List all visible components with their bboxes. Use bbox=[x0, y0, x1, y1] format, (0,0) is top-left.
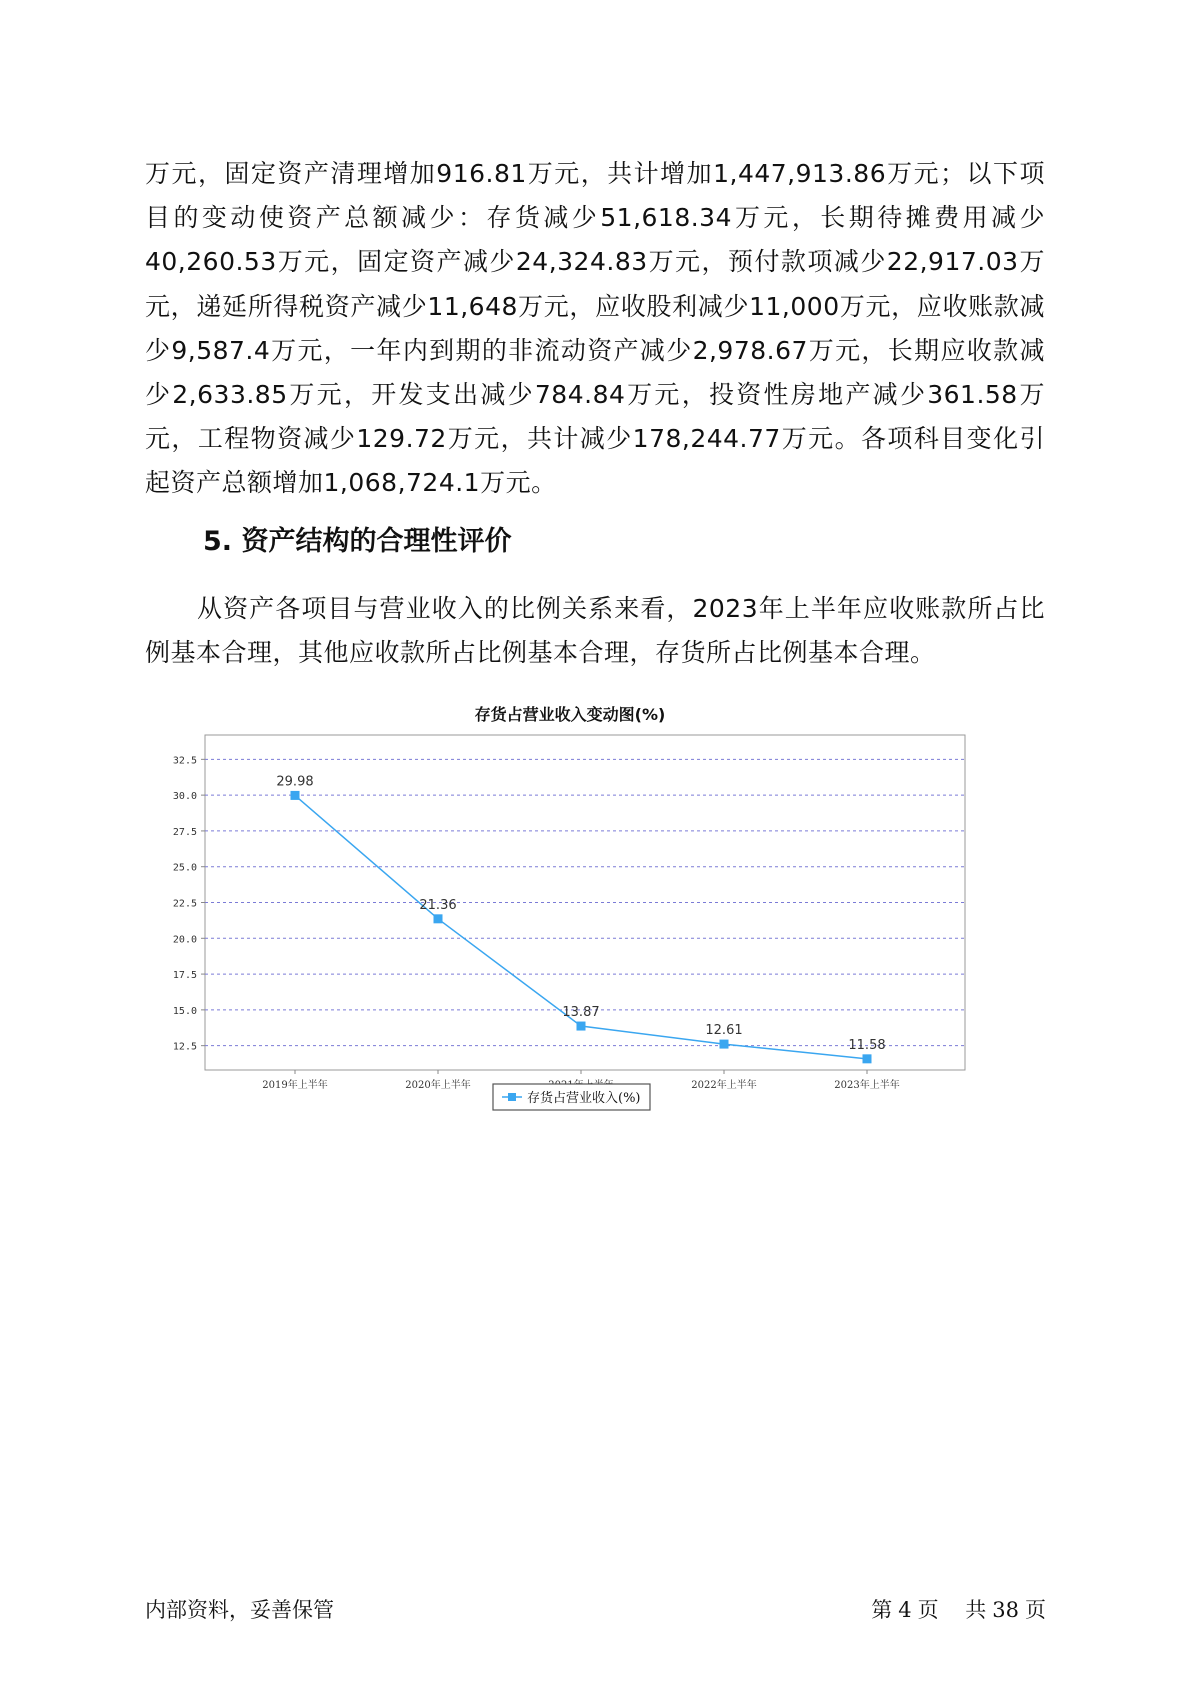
page-number: 4 bbox=[898, 1598, 912, 1622]
section-heading: 5. 资产结构的合理性评价 bbox=[203, 526, 512, 557]
y-tick-label: 25.0 bbox=[172, 862, 197, 874]
data-label: 29.98 bbox=[276, 774, 314, 790]
y-tick-label: 30.0 bbox=[172, 791, 197, 803]
data-point bbox=[434, 914, 443, 923]
total-pages: 38 bbox=[992, 1598, 1019, 1622]
total-prefix: 共 bbox=[965, 1598, 987, 1622]
y-tick-label: 20.0 bbox=[172, 934, 197, 946]
page-prefix: 第 bbox=[871, 1598, 893, 1622]
footer-confidential-note: 内部资料，妥善保管 bbox=[145, 1598, 334, 1622]
y-tick-label: 32.5 bbox=[172, 755, 197, 767]
x-tick-label: 2022年上半年 bbox=[691, 1080, 757, 1091]
chart-legend bbox=[493, 1084, 650, 1110]
legend-marker bbox=[508, 1093, 516, 1101]
page-unit: 页 bbox=[917, 1598, 939, 1622]
chart-title: 存货占营业收入变动图(%) bbox=[474, 705, 666, 724]
body-paragraph-1: 万元，固定资产清理增加916.81万元，共计增加1,447,913.86万元；以下项目的变动使资产总额减少：存货减少51,618.34万元，长期待摊费用减少40,260.53万元，固定资产减少24,324.83万元，预付款项减少22,917.03万元，递延所得税资产减少11,648万元，应收股利减少11,000万元，应收账款减少9,587.4万元，一年内到期的非流动资产减少2,978.67万元，长期应收款减少2,633.85万元，开发支出减少784.84万元，投资性房地产减少361.58万元，工程物资减少129.72万元，共计减少178,244.77万元。各项科目变化引起资产总额增加1,068,724.1万元。 bbox=[145, 159, 1045, 498]
y-tick-label: 27.5 bbox=[172, 826, 197, 838]
x-tick-label: 2019年上半年 bbox=[262, 1080, 328, 1091]
total-unit: 页 bbox=[1025, 1598, 1046, 1622]
data-label: 11.58 bbox=[848, 1037, 886, 1053]
y-axis-ticks bbox=[173, 755, 205, 1052]
legend-label: 存货占营业收入(%) bbox=[527, 1091, 641, 1106]
data-label: 12.61 bbox=[705, 1023, 743, 1039]
data-point bbox=[863, 1054, 872, 1063]
data-point bbox=[720, 1040, 729, 1049]
y-tick-label: 12.5 bbox=[172, 1041, 197, 1053]
body-paragraph-2: 从资产各项目与营业收入的比例关系来看，2023年上半年应收账款所占比例基本合理，其他应收款所占比例基本合理，存货所占比例基本合理。 bbox=[145, 594, 1045, 668]
data-point bbox=[577, 1022, 586, 1031]
x-tick-label: 2020年上半年 bbox=[405, 1080, 471, 1091]
y-tick-label: 22.5 bbox=[172, 898, 197, 910]
footer-page-info bbox=[865, 1594, 1046, 1624]
x-tick-label: 2023年上半年 bbox=[834, 1080, 900, 1091]
inventory-ratio-chart bbox=[140, 695, 970, 1106]
data-point bbox=[291, 791, 300, 800]
y-tick-label: 15.0 bbox=[172, 1005, 197, 1017]
data-label: 21.36 bbox=[419, 897, 457, 913]
y-tick-label: 17.5 bbox=[172, 970, 197, 982]
data-label: 13.87 bbox=[562, 1005, 600, 1021]
